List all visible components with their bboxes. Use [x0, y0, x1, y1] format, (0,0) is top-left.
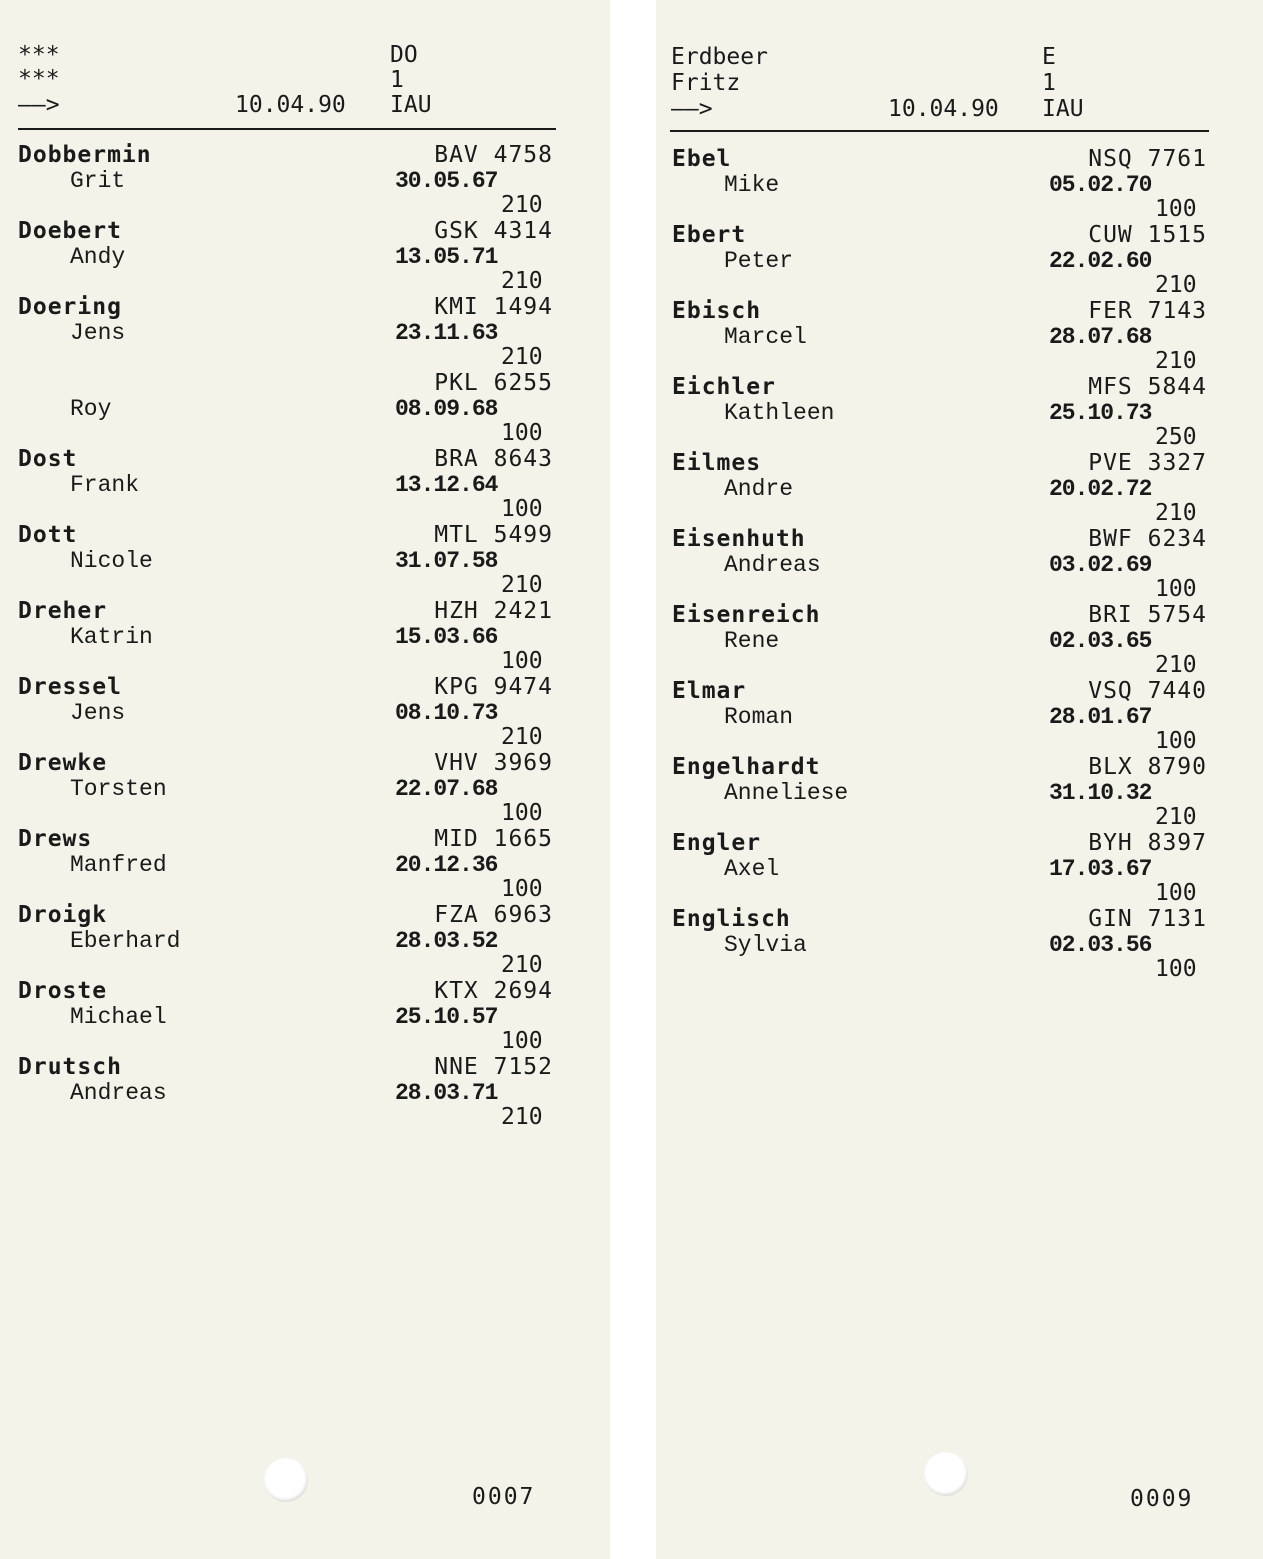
entry-code: VHV 3969 [434, 750, 553, 776]
page-number: 0007 [472, 1484, 536, 1510]
entry-code: HZH 2421 [434, 598, 553, 624]
entry-number: 210 [501, 952, 543, 978]
entry-date: 20.12.36 [395, 852, 498, 878]
entry-surname: Drewke [18, 750, 108, 776]
entry-first-name: Rene [724, 628, 780, 654]
entry-row [18, 674, 553, 750]
entry-number: 100 [1155, 728, 1197, 754]
entry-date: 31.10.32 [1049, 780, 1152, 806]
entry-row [18, 522, 553, 598]
entry-first-name: Jens [70, 700, 126, 726]
entry-row [18, 294, 553, 370]
header-num: 1 [1042, 70, 1056, 96]
entry-first-name: Anneliese [724, 780, 849, 806]
entry-date: 08.10.73 [395, 700, 498, 726]
header-line2-left: Fritz [671, 70, 741, 96]
entry-date: 22.02.60 [1049, 248, 1152, 274]
entry-code: CUW 1515 [1088, 222, 1207, 248]
entry-surname: Dott [18, 522, 78, 548]
header-date: 10.04.90 [235, 92, 346, 118]
entry-row [18, 750, 553, 826]
entry-row [18, 142, 553, 218]
entry-first-name: Sylvia [724, 932, 807, 958]
entry-date: 25.10.73 [1049, 400, 1152, 426]
entry-surname: Eichler [672, 374, 776, 400]
entry-date: 13.05.71 [395, 244, 498, 270]
entry-surname: Eisenreich [672, 602, 821, 628]
entry-first-name: Andre [724, 476, 794, 502]
entry-row [18, 978, 553, 1054]
entry-first-name: Mike [724, 172, 780, 198]
header-arrow: ——> [671, 96, 713, 122]
entry-number: 210 [501, 268, 543, 294]
entry-surname: Eilmes [672, 450, 762, 476]
entry-row [672, 754, 1207, 830]
entry-row [672, 374, 1207, 450]
entry-surname: Dressel [18, 674, 122, 700]
entry-surname: Eisenhuth [672, 526, 806, 552]
entry-date: 31.07.58 [395, 548, 498, 574]
entry-number: 100 [501, 1028, 543, 1054]
entry-row [672, 602, 1207, 678]
entry-date: 28.03.52 [395, 928, 498, 954]
entry-number: 100 [1155, 880, 1197, 906]
entry-first-name: Nicole [70, 548, 153, 574]
entry-number: 100 [501, 800, 543, 826]
entry-number: 100 [1155, 956, 1197, 982]
entry-code: BLX 8790 [1088, 754, 1207, 780]
entry-row [672, 906, 1207, 982]
entry-number: 100 [501, 876, 543, 902]
entry-date: 02.03.65 [1049, 628, 1152, 654]
entry-number: 210 [1155, 804, 1197, 830]
entry-first-name: Manfred [70, 852, 167, 878]
entry-row [672, 450, 1207, 526]
entry-code: BYH 8397 [1088, 830, 1207, 856]
entry-date: 30.05.67 [395, 168, 498, 194]
entry-code: FER 7143 [1088, 298, 1207, 324]
entry-first-name: Andy [70, 244, 126, 270]
entry-number: 100 [501, 496, 543, 522]
entry-number: 100 [501, 420, 543, 446]
entry-surname: Drews [18, 826, 93, 852]
left-sheet [0, 0, 610, 1559]
entry-code: GSK 4314 [434, 218, 553, 244]
entry-first-name: Andreas [70, 1080, 167, 1106]
header-unit: IAU [390, 92, 432, 118]
entry-number: 210 [501, 724, 543, 750]
entry-code: GIN 7131 [1088, 906, 1207, 932]
entry-row [672, 526, 1207, 602]
entry-date: 03.02.69 [1049, 552, 1152, 578]
entry-first-name: Katrin [70, 624, 153, 650]
entry-first-name: Peter [724, 248, 794, 274]
entry-list [18, 142, 553, 1130]
entry-surname: Ebisch [672, 298, 762, 324]
entry-first-name: Andreas [724, 552, 821, 578]
entry-first-name: Marcel [724, 324, 807, 350]
entry-number: 210 [501, 1104, 543, 1130]
entry-code: KTX 2694 [434, 978, 553, 1004]
entry-first-name: Kathleen [724, 400, 835, 426]
entry-code: BRI 5754 [1088, 602, 1207, 628]
entry-date: 25.10.57 [395, 1004, 498, 1030]
entry-number: 210 [501, 192, 543, 218]
entry-row [672, 146, 1207, 222]
entry-row [18, 446, 553, 522]
entry-row [672, 222, 1207, 298]
entry-surname: Dreher [18, 598, 108, 624]
entry-code: NSQ 7761 [1088, 146, 1207, 172]
header-code: E [1042, 44, 1056, 70]
entry-date: 28.01.67 [1049, 704, 1152, 730]
entry-number: 210 [1155, 272, 1197, 298]
entry-surname: Doebert [18, 218, 122, 244]
header-line1-left: *** [18, 42, 60, 68]
entry-surname: Englisch [672, 906, 791, 932]
entry-code: MFS 5844 [1088, 374, 1207, 400]
entry-date: 08.09.68 [395, 396, 498, 422]
entry-row [18, 826, 553, 902]
entry-code: BWF 6234 [1088, 526, 1207, 552]
entry-number: 210 [501, 344, 543, 370]
entry-code: PKL 6255 [434, 370, 553, 396]
entry-surname: Ebert [672, 222, 747, 248]
right-sheet [656, 0, 1263, 1559]
entry-surname: Drutsch [18, 1054, 122, 1080]
entry-surname: Elmar [672, 678, 747, 704]
entry-first-name: Jens [70, 320, 126, 346]
header-code: DO [390, 42, 418, 68]
entry-number: 100 [1155, 196, 1197, 222]
entry-code: KMI 1494 [434, 294, 553, 320]
entry-surname: Engler [672, 830, 762, 856]
entry-surname: Dobbermin [18, 142, 152, 168]
header-num: 1 [390, 67, 404, 93]
entry-date: 13.12.64 [395, 472, 498, 498]
entry-first-name: Roy [70, 396, 112, 422]
entry-number: 210 [1155, 652, 1197, 678]
entry-date: 17.03.67 [1049, 856, 1152, 882]
entry-row [18, 598, 553, 674]
entry-code: KPG 9474 [434, 674, 553, 700]
entry-first-name: Frank [70, 472, 140, 498]
entry-first-name: Torsten [70, 776, 167, 802]
entry-number: 100 [501, 648, 543, 674]
entry-row [18, 370, 553, 446]
entry-surname: Engelhardt [672, 754, 821, 780]
punch-hole [924, 1452, 968, 1496]
entry-surname: Droste [18, 978, 108, 1004]
entry-row [18, 1054, 553, 1130]
entry-date: 28.03.71 [395, 1080, 498, 1106]
entry-date: 28.07.68 [1049, 324, 1152, 350]
entry-row [18, 902, 553, 978]
entry-date: 15.03.66 [395, 624, 498, 650]
entry-number: 210 [1155, 348, 1197, 374]
header-unit: IAU [1042, 96, 1084, 122]
entry-surname: Doering [18, 294, 122, 320]
entry-list [672, 146, 1207, 982]
header-date: 10.04.90 [888, 96, 999, 122]
entry-code: MID 1665 [434, 826, 553, 852]
entry-number: 250 [1155, 424, 1197, 450]
entry-number: 210 [501, 572, 543, 598]
page-number: 0009 [1130, 1486, 1194, 1512]
entry-first-name: Axel [724, 856, 780, 882]
header-arrow: ——> [18, 92, 60, 118]
entry-code: BAV 4758 [434, 142, 553, 168]
entry-surname: Ebel [672, 146, 732, 172]
entry-date: 05.02.70 [1049, 172, 1152, 198]
entry-code: PVE 3327 [1088, 450, 1207, 476]
entry-surname: Droigk [18, 902, 108, 928]
entry-code: VSQ 7440 [1088, 678, 1207, 704]
entry-code: BRA 8643 [434, 446, 553, 472]
entry-date: 20.02.72 [1049, 476, 1152, 502]
entry-row [18, 218, 553, 294]
entry-first-name: Roman [724, 704, 794, 730]
entry-code: NNE 7152 [434, 1054, 553, 1080]
entry-row [672, 298, 1207, 374]
header-rule [18, 128, 556, 130]
header-line1-left: Erdbeer [671, 44, 768, 70]
entry-first-name: Grit [70, 168, 126, 194]
entry-row [672, 830, 1207, 906]
entry-date: 22.07.68 [395, 776, 498, 802]
header-rule [670, 130, 1209, 132]
header-line2-left: *** [18, 66, 60, 92]
entry-row [672, 678, 1207, 754]
entry-first-name: Michael [70, 1004, 167, 1030]
entry-date: 02.03.56 [1049, 932, 1152, 958]
entry-number: 210 [1155, 500, 1197, 526]
entry-first-name: Eberhard [70, 928, 181, 954]
entry-surname: Dost [18, 446, 78, 472]
punch-hole [264, 1458, 308, 1502]
entry-code: MTL 5499 [434, 522, 553, 548]
entry-date: 23.11.63 [395, 320, 498, 346]
entry-code: FZA 6963 [434, 902, 553, 928]
entry-number: 100 [1155, 576, 1197, 602]
